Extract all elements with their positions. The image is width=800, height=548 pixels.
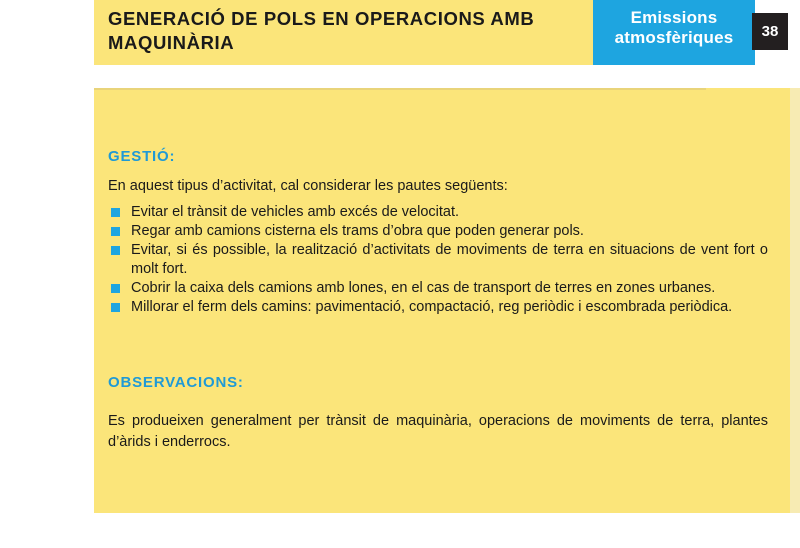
list-item-text: Millorar el ferm dels camins: pavimentació, compactació, reg periòdic i escombrada periòdica. xyxy=(131,299,733,315)
list-item-text: Evitar el trànsit de vehicles amb excés de velocitat. xyxy=(131,204,460,220)
title-line-1: GENERACIÓ DE POLS EN OPERACIONS AMB xyxy=(108,8,535,29)
title-line-2: MAQUINÀRIA xyxy=(108,32,235,53)
panel-right-edge xyxy=(790,88,800,513)
observacions-heading: OBSERVACIONS: xyxy=(108,374,244,391)
list-item-text: Regar amb camions cisterna els trams d’obra que poden generar pols. xyxy=(131,223,584,239)
list-item-text: Cobrir la caixa dels camions amb lones, en el cas de transport de terres en zones urbanes. xyxy=(131,280,716,296)
square-bullet-icon xyxy=(111,208,120,217)
section-label xyxy=(596,8,752,48)
square-bullet-icon xyxy=(111,303,120,312)
document-title xyxy=(108,7,588,55)
section-label-line-2: atmosfèriques xyxy=(614,28,734,47)
list-item xyxy=(108,279,768,298)
list-item xyxy=(108,298,768,317)
list-item-text: Evitar, si és possible, la realització d’activitats de moviments de terra en situacions de vent fort o molt fort. xyxy=(131,242,768,277)
list-item xyxy=(108,203,768,222)
section-label-line-1: Emissions xyxy=(630,8,718,27)
gestio-intro: En aquest tipus d’activitat, cal considerar les pautes següents: xyxy=(108,178,508,194)
list-item xyxy=(108,222,768,241)
list-item xyxy=(108,241,768,279)
gestio-list xyxy=(108,203,768,317)
gestio-heading: GESTIÓ: xyxy=(108,148,176,165)
square-bullet-icon xyxy=(111,284,120,293)
panel-top-rule xyxy=(94,88,706,90)
observacions-text: Es produeixen generalment per trànsit de maquinària, operacions de moviments de terra, plantes d’àrids i enderrocs. xyxy=(108,413,768,450)
square-bullet-icon xyxy=(111,227,120,236)
page-number-badge: 38 xyxy=(752,13,788,50)
square-bullet-icon xyxy=(111,246,120,255)
